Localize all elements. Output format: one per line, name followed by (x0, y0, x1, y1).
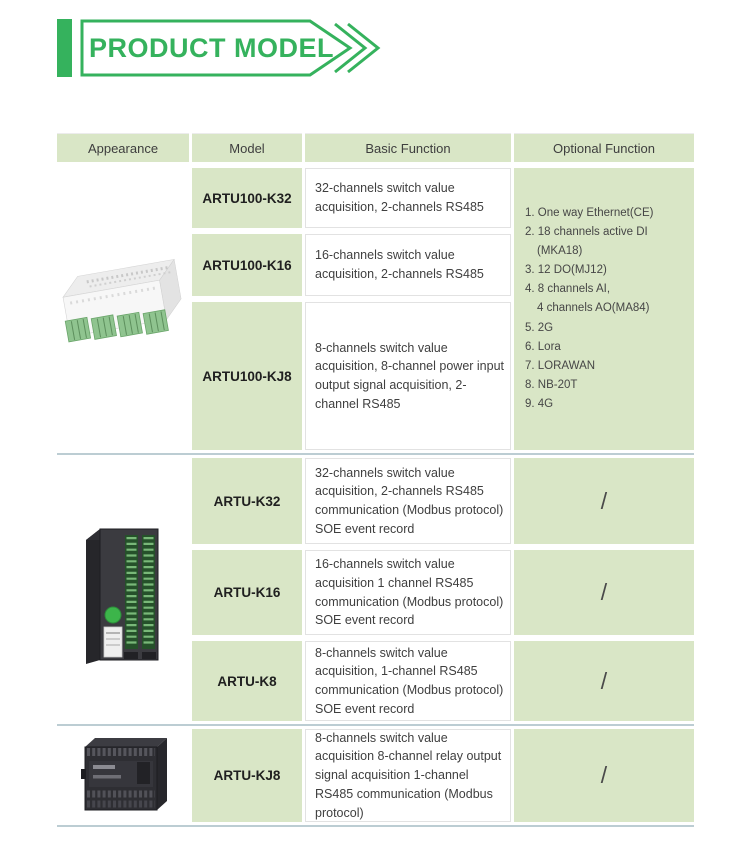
artu100-module-image (58, 249, 188, 369)
optional-function-cell (514, 168, 694, 450)
optional-line: 1. One way Ethernet(CE) (525, 207, 654, 220)
model-cell: ARTU-K16 (192, 550, 302, 635)
optional-line: 5. 2G (525, 321, 554, 334)
basic-function-text: 8-channels switch value acquisition, 1-channel RS485 communication (Modbus protocol) SOE event record (315, 645, 504, 716)
optional-line: 8. NB-20T (525, 378, 578, 391)
optional-function-cell (514, 729, 694, 822)
model-cell: ARTU-K32 (192, 458, 302, 544)
basic-function-text: 16-channels switch value acquisition 1 channel RS485 communication (Modbus protocol) SOE event record (315, 557, 504, 628)
appearance-cell (57, 729, 189, 822)
basic-function-cell (305, 729, 511, 822)
optional-function-cell (514, 550, 694, 635)
optional-line: 2. 18 channels active DI (525, 226, 648, 239)
optional-line: 9. 4G (525, 397, 554, 410)
slash-text: / (600, 487, 608, 514)
model-cell: ARTU-KJ8 (192, 729, 302, 822)
basic-function-cell (305, 302, 511, 450)
basic-function-cell (305, 641, 511, 721)
table-group-artu-kj8 (57, 729, 694, 822)
slash-text: / (600, 762, 608, 788)
header-basic-function: Basic Function (305, 133, 511, 162)
product-table (57, 133, 694, 827)
optional-line: 4. 8 channels AI, (525, 283, 611, 296)
table-group-artu (57, 458, 694, 721)
appearance-cell (57, 458, 189, 721)
slash-text: / (600, 579, 608, 605)
optional-function-cell (514, 458, 694, 544)
basic-function-cell (305, 458, 511, 544)
model-cell: ARTU100-K32 (192, 168, 302, 228)
group-divider (57, 724, 694, 726)
optional-line: 6. Lora (525, 340, 561, 353)
header-appearance: Appearance (57, 133, 189, 162)
table-group-artu100 (57, 168, 694, 450)
optional-function-cell (514, 641, 694, 721)
model-cell: ARTU100-K16 (192, 234, 302, 296)
basic-function-cell (305, 234, 511, 296)
optional-line: 4 channels AO(MA84) (537, 302, 650, 315)
optional-line: 3. 12 DO(MJ12) (525, 264, 607, 277)
optional-line: (MKA18) (537, 245, 583, 258)
group-divider (57, 453, 694, 455)
artu-kj8-module-image (71, 731, 176, 821)
basic-function-text: 32-channels switch value acquisition, 2-channels RS485 (315, 181, 484, 214)
basic-function-text: 8-channels switch value acquisition 8-channel relay output signal acquisition 1-channel RS485 communication (Modbus protocol) (315, 730, 502, 820)
table-header-row (57, 133, 694, 162)
basic-function-text: 32-channels switch value acquisition, 2-channels RS485 communication (Modbus protocol) SOE event record (315, 465, 504, 536)
basic-function-cell (305, 550, 511, 635)
slash-text: / (600, 667, 608, 694)
header-optional-function: Optional Function (514, 133, 694, 162)
basic-function-text: 16-channels switch value acquisition, 2-channels RS485 (315, 248, 484, 281)
model-cell: ARTU100-KJ8 (192, 302, 302, 450)
artu-module-image (66, 514, 181, 666)
appearance-cell (57, 168, 189, 450)
group-divider (57, 825, 694, 827)
model-cell: ARTU-K8 (192, 641, 302, 721)
basic-function-cell (305, 168, 511, 228)
banner (57, 14, 402, 82)
optional-line: 7. LORAWAN (525, 359, 596, 372)
basic-function-text: 8-channels switch value acquisition, 8-channel power input output signal acquisition, 2-channel RS485 (315, 340, 505, 411)
page-title: PRODUCT MODEL (89, 32, 334, 63)
header-model: Model (192, 133, 302, 162)
